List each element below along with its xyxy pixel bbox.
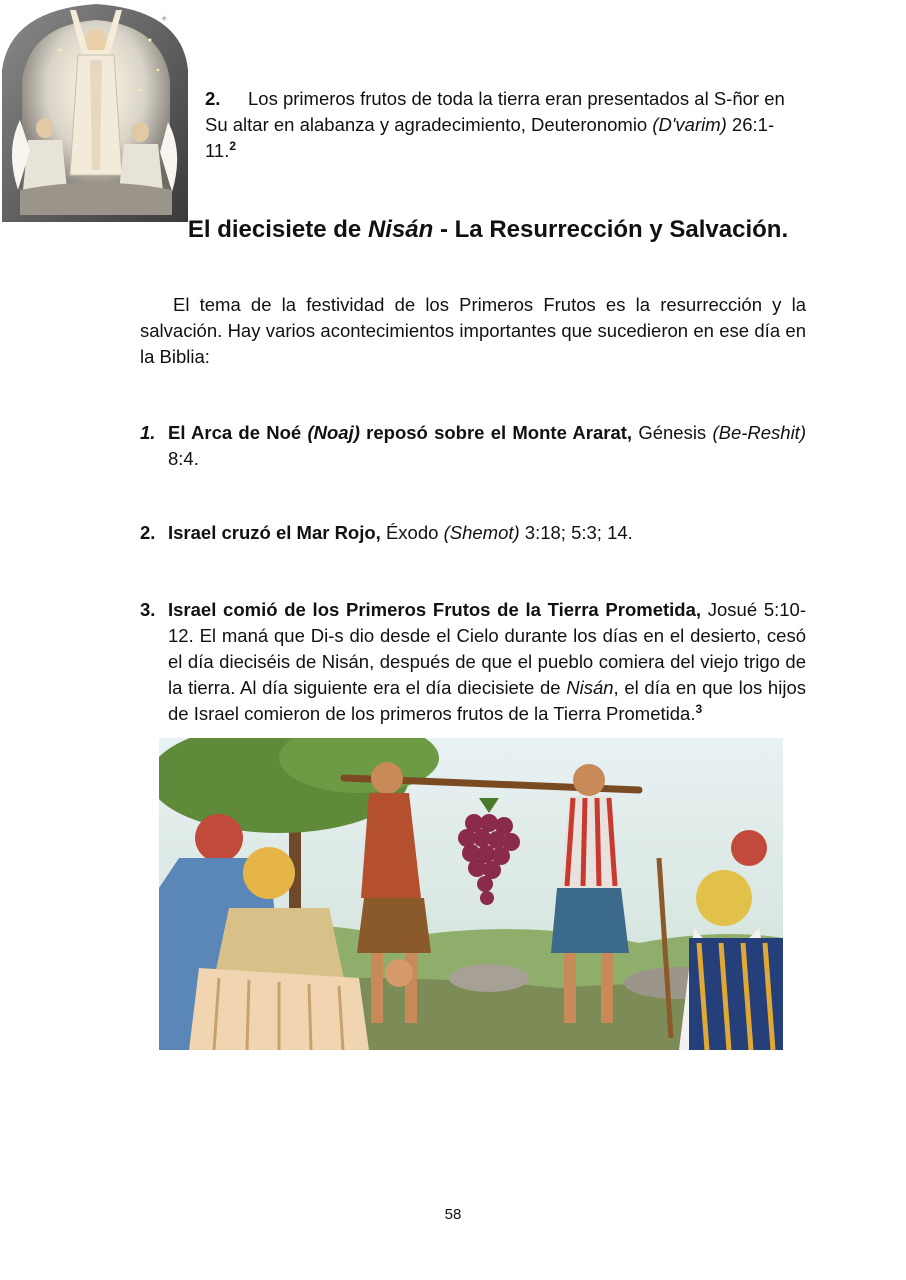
list-item-1-italic: (Be-Reshit) — [712, 422, 806, 443]
heading-part1: El diecisiete de — [187, 216, 368, 243]
list-item-3-number: 3. — [140, 599, 156, 620]
offering-item-italic: (D'varim) — [652, 114, 727, 135]
list-item-1-bold-italic: (Noaj) — [307, 422, 360, 443]
list-item-2-italic: (Shemot) — [443, 522, 520, 543]
list-item-1-bold-b: reposó sobre el Monte Ararat, — [359, 422, 633, 443]
list-item-3-italic: Nisán — [566, 677, 614, 698]
list-item-1-text: Génesis — [632, 422, 713, 443]
resurrection-illustration — [0, 0, 192, 222]
spies-carrying-grapes-illustration — [159, 738, 783, 1050]
svg-text:✦: ✦ — [160, 14, 169, 25]
offering-item — [205, 86, 805, 164]
list-item-2 — [168, 520, 806, 546]
page-number: 58 — [444, 1206, 462, 1223]
list-item-3-bold: Israel comió de los Primeros Frutos de la Tierra Prometida, — [168, 599, 702, 620]
heading-italic: Nisán — [367, 216, 434, 243]
offering-item-text: Los primeros frutos de toda la tierra eran presentados al S-ñor en Su altar en alabanza y agradecimiento, Deuteronomio — [205, 88, 785, 135]
offering-item-ref: 26:1-11. — [205, 114, 775, 161]
heading-part2: - La Resurrección y Salvación. — [433, 216, 789, 243]
list-item-1-ref: 8:4. — [168, 448, 199, 469]
footnote-marker: 2 — [229, 138, 237, 153]
list-item-2-text: Éxodo — [380, 522, 444, 543]
list-item-2-number: 2. — [140, 522, 156, 543]
list-item-2-bold: Israel cruzó el Mar Rojo, — [168, 522, 381, 543]
list-item-2-ref: 3:18; 5:3; 14. — [519, 522, 633, 543]
list-item-3 — [168, 597, 806, 727]
list-item-3-text-b: , el día en que los hijos de Israel comieron de los primeros frutos de la Tierra Prometida. — [168, 677, 806, 724]
list-item-3-text: Josué 5:10-12. El maná que Di-s dio desde el Cielo durante los días en el desierto, cesó el día dieciséis de Nisán, después de que el pueblo comiera del viejo trigo de la tierra. Al día siguiente era el día diecisiete de — [168, 599, 806, 698]
list-item-1 — [168, 420, 806, 472]
footnote-marker: 3 — [695, 701, 703, 716]
offering-item-number: 2. — [205, 88, 221, 109]
intro-paragraph — [140, 292, 806, 370]
intro-text: El tema de la festividad de los Primeros Frutos es la resurrección y la salvación. Hay varios acontecimientos importantes que sucedieron en ese día en la Biblia: — [140, 294, 806, 367]
section-heading — [120, 214, 856, 246]
list-item-1-bold: El Arca de Noé — [168, 422, 308, 443]
list-item-1-number: 1. — [140, 422, 156, 443]
